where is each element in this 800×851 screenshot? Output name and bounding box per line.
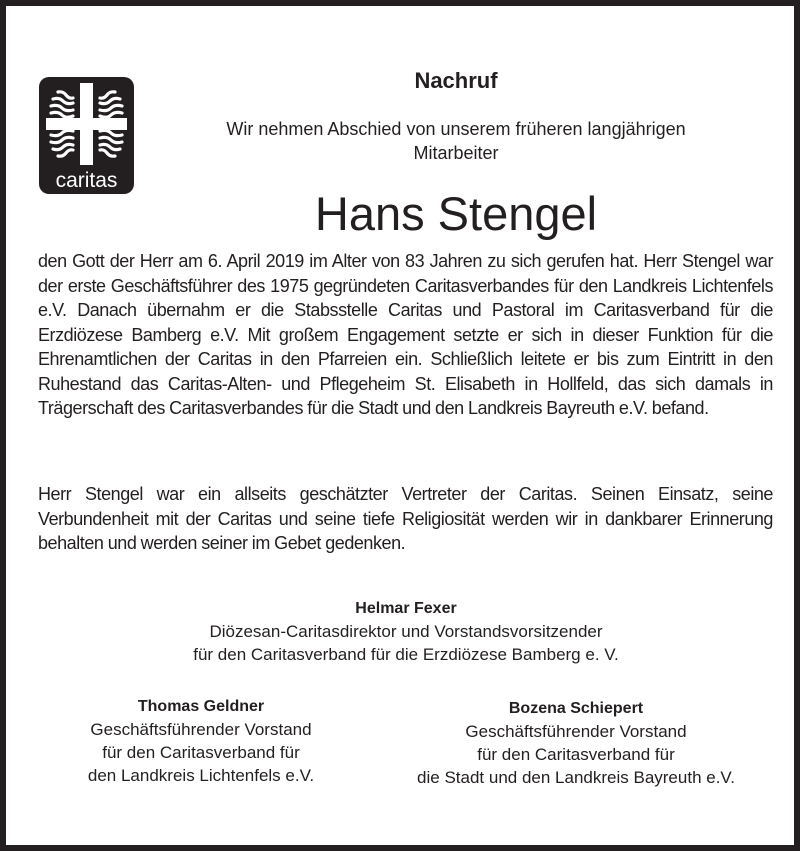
signatory-main (146, 597, 666, 666)
obituary-notice (6, 6, 794, 845)
signatory-left (36, 695, 366, 787)
intro-text (156, 117, 756, 165)
body-paragraph-1: den Gott der Herr am 6. April 2019 im Alter von 83 Jahren zu sich gerufen hat. Herr Stengel war der erste Geschäftsführer des 1975 gegründeten Caritasverbandes für den Landkreis Lichtenfels e.V. Danach übernahm er die Stabsstelle Caritas und Pastoral im Caritasverband für die Erzdiözese Bamberg e.V. Mit großem Engagement setzte er sich in dieser Funktion für die Ehrenamtlichen der Caritas in den Pfarreien ein. Schließlich leitete er bis zum Eintritt in den Ruhestand das Caritas-Alten- und Pflegeheim St. Elisabeth in Hollfeld, das sich damals in Trägerschaft des Caritasverbandes für die Stadt und den Landkreis Bayreuth e.V. befand. (38, 251, 773, 418)
signatory-name: Thomas Geldner (137, 698, 265, 715)
signatory-organization-cont: den Landkreis Lichtenfels e.V. (87, 766, 315, 785)
signatory-organization: für den Caritasverband für (102, 743, 300, 762)
signatory-organization-cont: die Stadt und den Landkreis Bayreuth e.V. (417, 768, 735, 787)
svg-text:caritas: caritas (55, 169, 118, 192)
body-paragraph-2: Herr Stengel war ein allseits geschätzter Vertreter der Caritas. Seinen Einsatz, seine Verbundenheit mit der Caritas und seine tiefe Religiosität werden wir in dankbarer Erinnerung behalten und werden seiner im Gebet gedenken. (38, 484, 773, 553)
signatory-title: Geschäftsführender Vorstand (465, 722, 687, 741)
signatory-organization: für den Caritasverband für (477, 745, 675, 764)
caritas-logo (39, 77, 134, 194)
signatory-organization: für den Caritasverband für die Erzdiözese Bamberg e. V. (193, 645, 619, 664)
signatory-right (376, 697, 776, 789)
heading: Nachruf (414, 68, 498, 93)
signatory-title: Diözesan-Caritasdirektor und Vorstandsvorsitzender (209, 622, 603, 641)
signatory-title: Geschäftsführender Vorstand (90, 720, 312, 739)
intro-line-1: Wir nehmen Abschied von unserem früheren langjährigen (226, 119, 686, 139)
caritas-cross-icon (39, 77, 134, 194)
deceased-name: Hans Stengel (314, 187, 598, 240)
signatory-name: Bozena Schiepert (508, 700, 644, 717)
intro-line-2: Mitarbeiter (413, 143, 499, 163)
signatory-name: Helmar Fexer (355, 600, 457, 617)
